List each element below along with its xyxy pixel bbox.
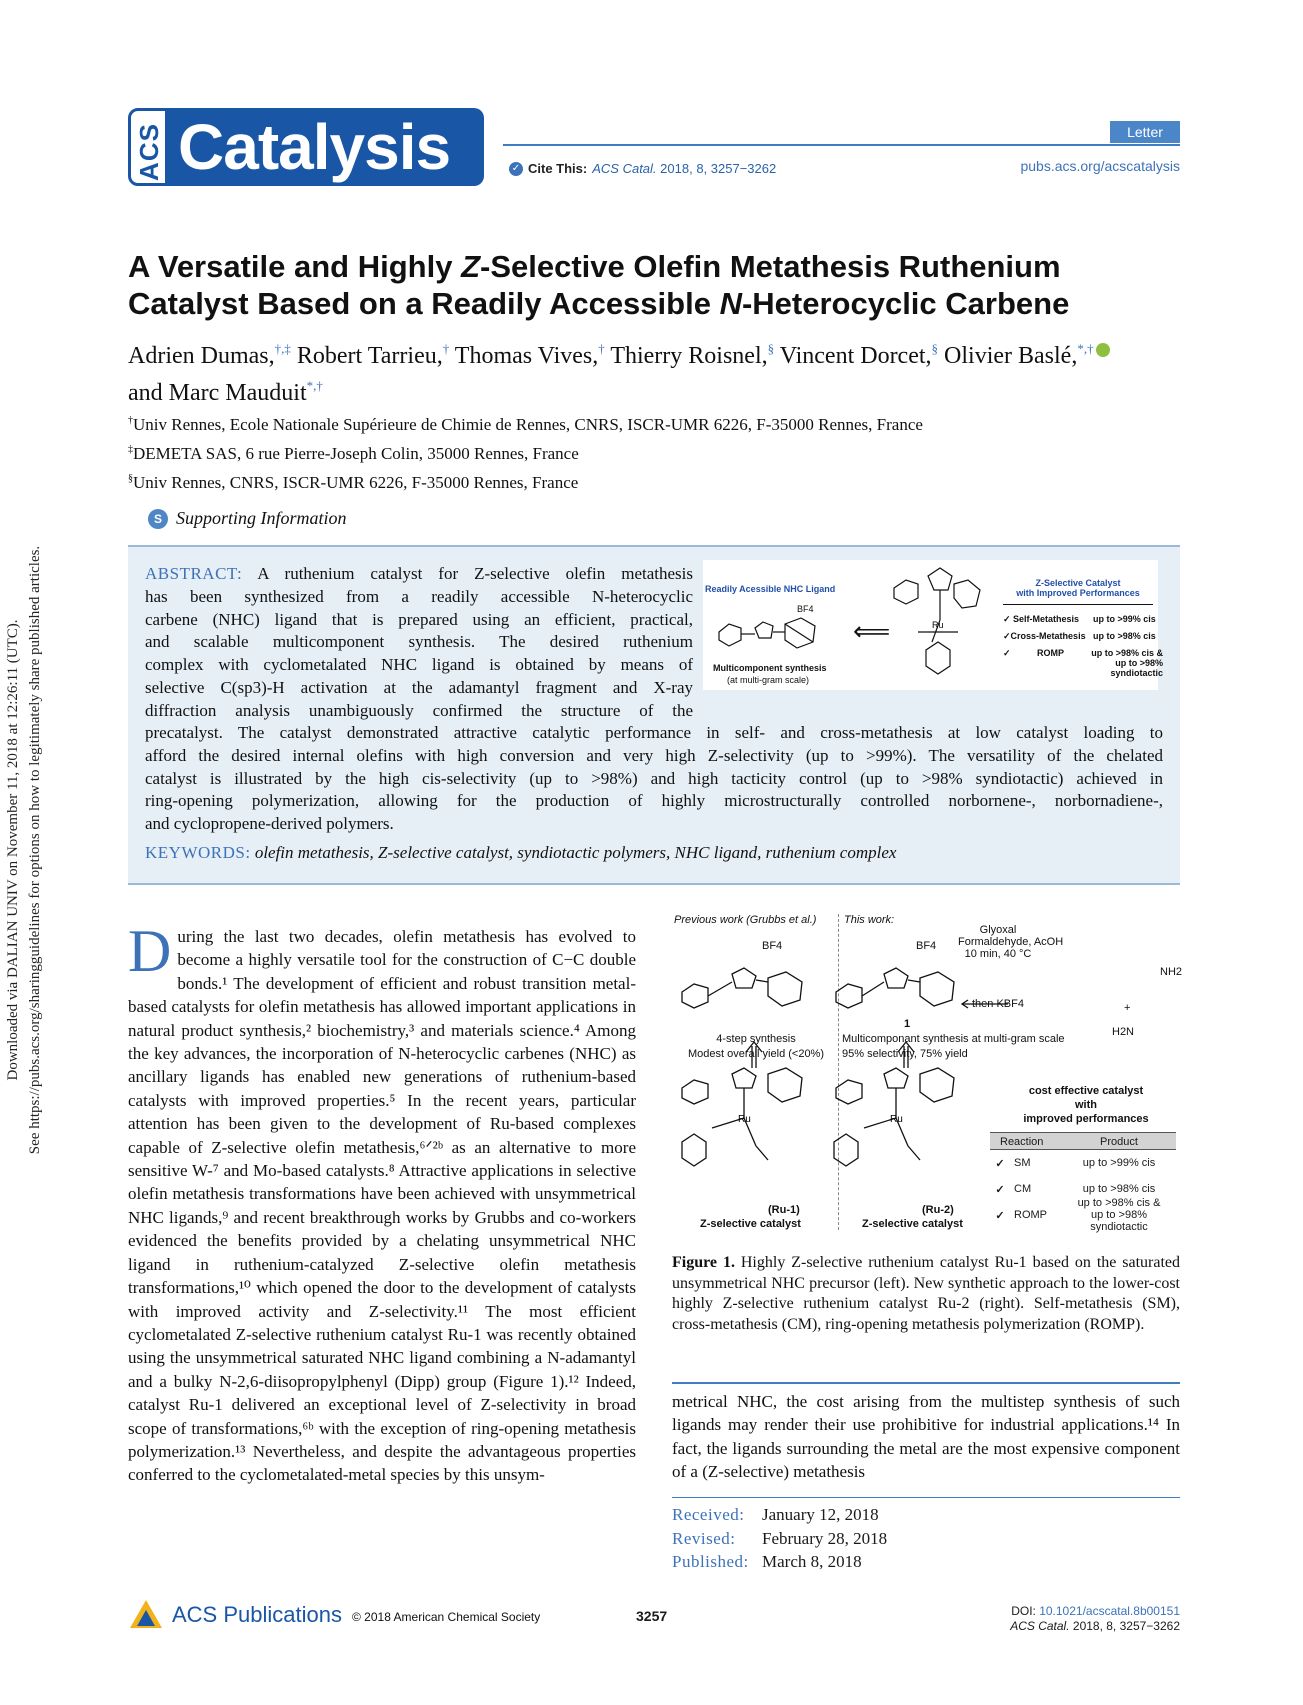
article-dates xyxy=(672,1503,1180,1574)
figure-left-note: 4-step synthesis Modest overall yield (<20%) xyxy=(687,1033,825,1060)
toc-row: ✓ Self-Metathesis xyxy=(1003,614,1080,624)
article-type-badge: Letter xyxy=(1110,121,1180,143)
cite-reference[interactable]: ACS Catal. 2018, 8, 3257−3262 xyxy=(592,161,777,176)
article-title: A Versatile and Highly Z-Selective Olefin Metathesis Ruthenium Catalyst Based on a Readily Accessible N-Heterocyclic Carbene xyxy=(128,249,1070,321)
author[interactable]: Adrien Dumas,†,‡ xyxy=(128,341,291,369)
cite-label: Cite This: xyxy=(528,161,588,176)
author[interactable]: Vincent Dorcet,§ xyxy=(779,341,939,369)
figure-1 xyxy=(672,910,1183,1240)
check-icon: ✓ xyxy=(995,1183,1005,1196)
download-notice-line1: Downloaded via DALIAN UNIV on November 11, 2018 at 12:26:11 (UTC). xyxy=(5,619,21,1081)
toc-left-sub2: (at multi-gram scale) xyxy=(727,675,810,685)
svg-text:Ru: Ru xyxy=(890,1114,903,1125)
author-list xyxy=(128,334,1188,408)
figure-compound-1: 1 xyxy=(904,1018,911,1030)
figure-prev-label: Previous work (Grubbs et al.) xyxy=(674,914,817,926)
figure-right-note: Multicomponant synthesis at multi-gram scale 95% selectivity, 75% yield xyxy=(842,1033,1065,1060)
figure-plus: + xyxy=(1124,1002,1131,1014)
footer-citation: DOI: 10.1021/acscatal.8b00151 ACS Catal. 2018, 8, 3257−3262 xyxy=(1010,1604,1180,1633)
toc-row-value: up to >99% cis xyxy=(1093,614,1156,624)
abstract-text-narrow: ABSTRACT: A ruthenium catalyst for Z-selective olefin metathesis has been synthesized from a readily accessible N-heterocyclic carbene (NHC) ligand that is prepared using an efficient, practical, and scalable multicomponent synthesis. The desired ruthenium complex with cyclometalated NHC ligand is obtained by means of selective C(sp3)-H activation at the adamantyl fragment and X-ray diffraction analysis unambiguously confirmed the structure of the xyxy=(145,564,693,720)
date-row: Received: January 12, 2018 xyxy=(672,1505,879,1524)
author[interactable]: Thomas Vives,† xyxy=(454,341,605,369)
figure-reagents-then: then KBF4 xyxy=(972,998,1024,1010)
download-notice-line2: See https://pubs.acs.org/sharingguidelines for options on how to legitimately share published articles. xyxy=(27,545,43,1155)
check-icon: ✓ xyxy=(995,1157,1005,1170)
figure-counterion-right: BF4 xyxy=(916,940,937,952)
caption-label: Figure 1. xyxy=(672,1254,735,1271)
cite-this-line[interactable] xyxy=(509,161,776,176)
affiliation: ‡DEMETA SAS, 6 rue Pierre-Joseph Colin, 35000 Rennes, France xyxy=(128,444,579,463)
figure-caption xyxy=(672,1253,1180,1335)
toc-graphic xyxy=(703,560,1163,690)
body-left-text: uring the last two decades, olefin metathesis has evolved to become a highly versatile tool for the construction of C−C double bonds.¹ The development of efficient and robust transition metal-based catalysts for olefin metathesis has allowed important applications in natural product synthesis,² biochemistry,³ and materials science.⁴ Among the key advances, the incorporation of N-heterocyclic carbenes (NHC) as ancillary ligands has enabled new generations of ruthenium-based catalysts with improved properties.⁵ In the recent years, particular attention has been given to the development of Ru-based complexes capable of Z-selective olefin metathesis,⁶ᐟ²ᵇ as an alternative to more sensitive W-⁷ and Mo-based catalysts.⁸ Attractive applications in selective olefin metathesis transformations have been achieved with unsymmetrical NHC ligands,⁹ and recent breakthrough works by Grubbs and co-workers evidenced the benefits provided by a chelating unsymmetrical NHC ligand in ruthenium-catalyzed Z-selective olefin metathesis transformations,¹⁰ which opened the door to the development of catalysts with improved activity and Z-selectivity.¹¹ The most efficient cyclometalated Z-selective ruthenium catalyst Ru-1 was recently obtained using the unsymmetrical saturated NHC ligand combining a N-adamantyl and a bulky N-2,6-diisopropylphenyl (Dipp) group (Figure 1).¹² Indeed, catalyst Ru-1 delivered an exceptional level of Z-selectivity in broad scope of transformations,⁶ᵇ with the exception of ring-opening metathesis polymerization.¹³ Nevertheless, and despite the advantageous properties conferred to the cyclometalated-metal species by this unsym- xyxy=(128,927,636,1485)
table-header: Reaction Product xyxy=(990,1132,1176,1150)
author[interactable]: Robert Tarrieu,† xyxy=(296,341,450,369)
figure-structures xyxy=(672,950,1022,1190)
doi-link[interactable]: 10.1021/acscatal.8b00151 xyxy=(1039,1604,1180,1618)
toc-row-value: up to >98% cis xyxy=(1093,631,1156,641)
figure-ru1-label: (Ru-1) xyxy=(768,1204,800,1216)
body-left-column xyxy=(128,918,636,1487)
toc-row: ✓ ROMP xyxy=(1003,648,1065,658)
toc-arrow: ⟸ xyxy=(853,616,891,646)
toc-row: ✓Cross-Metathesis xyxy=(1003,631,1086,641)
affiliation: §Univ Rennes, CNRS, ISCR-UMR 6226, F-35000 Rennes, France xyxy=(128,473,579,492)
toc-left-sub1: Multicomponent synthesis xyxy=(713,663,827,673)
page-number: 3257 xyxy=(636,1608,668,1624)
toc-catalyst-structure xyxy=(888,562,983,688)
journal-logo xyxy=(128,108,484,186)
keywords xyxy=(145,843,896,863)
check-icon: ✓ xyxy=(995,1209,1005,1222)
toc-ligand-structure xyxy=(711,610,831,656)
date-row: Revised: February 28, 2018 xyxy=(672,1528,888,1548)
figure-reagents: Glyoxal Formaldehyde, AcOH 10 min, 40 °C xyxy=(958,924,1064,960)
figure-zcat-left: Z-selective catalyst xyxy=(700,1218,801,1230)
download-notice xyxy=(2,520,52,1180)
keywords-label: KEYWORDS: xyxy=(145,843,251,862)
journal-url-link[interactable]: pubs.acs.org/acscatalysis xyxy=(1020,158,1180,174)
toc-counterion: BF4 xyxy=(797,604,814,614)
supporting-information-link[interactable] xyxy=(148,508,347,529)
figure-this-label: This work: xyxy=(844,914,895,926)
toc-row-value: up to >98% cis & up to >98% syndiotactic xyxy=(1091,648,1163,678)
acs-publications-logo[interactable] xyxy=(128,1598,342,1632)
date-row: Published: March 8, 2018 xyxy=(672,1552,862,1571)
acs-publications-brand: ACS Publications xyxy=(172,1602,342,1627)
dates-divider xyxy=(672,1497,1180,1498)
figure-cost-note: cost effective catalyst with improved performances xyxy=(1023,1085,1149,1125)
affiliation: †Univ Rennes, Ecole Nationale Supérieure de Chimie de Rennes, CNRS, ISCR-UMR 6226, F-35000 Rennes, France xyxy=(128,415,923,434)
supporting-info-icon: S xyxy=(148,509,168,529)
drop-cap: D xyxy=(128,918,172,984)
svg-text:Ru: Ru xyxy=(932,620,944,630)
table-row: ✓ CM up to >98% cis xyxy=(990,1176,1176,1202)
author[interactable]: and Marc Mauduit*,† xyxy=(128,378,323,406)
acs-logo-mark: ACS xyxy=(128,108,168,186)
header-divider xyxy=(503,144,1180,146)
copyright: © 2018 American Chemical Society xyxy=(352,1610,541,1624)
acs-logo-icon xyxy=(128,1598,164,1632)
toc-right-divider xyxy=(1003,604,1153,605)
toc-left-title: Readily Acessible NHC Ligand xyxy=(705,584,836,594)
caption-text: Highly Z-selective ruthenium catalyst Ru-1 based on the saturated unsymmetrical NHC precursor (left). New synthetic approach to the lower-cost highly Z-selective ruthenium catalyst Ru-2 (right). Self-metathesis (SM), cross-metathesis (CM), ring-opening metathesis polymerization (ROMP). xyxy=(672,1254,1181,1333)
journal-logo-word: Catalysis xyxy=(168,108,484,186)
keywords-text: olefin metathesis, Z-selective catalyst, syndiotactic polymers, NHC ligand, ruthenium complex xyxy=(254,843,897,862)
svg-text:Ru: Ru xyxy=(738,1114,751,1125)
figure-counterion-left: BF4 xyxy=(762,940,783,952)
orcid-icon[interactable] xyxy=(1096,343,1110,357)
author[interactable]: Thierry Roisnel,§ xyxy=(610,341,775,369)
check-icon: ✓ xyxy=(509,162,523,176)
figure-ru2-label: (Ru-2) xyxy=(922,1204,954,1216)
table-row: ✓ ROMP up to >98% cis & up to >98% syndiotactic xyxy=(990,1202,1176,1228)
author[interactable]: Olivier Baslé,*,† xyxy=(944,343,1110,369)
figure-zcat-right: Z-selective catalyst xyxy=(862,1218,963,1230)
supporting-info-label: Supporting Information xyxy=(176,508,347,528)
table-row: ✓ SM up to >99% cis xyxy=(990,1150,1176,1176)
figure-performance-table xyxy=(990,1132,1176,1233)
body-right-column: metrical NHC, the cost arising from the multistep synthesis of such ligands may render their use prohibitive for industrial applications.¹⁴ In fact, the ligands surrounding the metal are the most expensive component of a (Z-selective) metathesis xyxy=(672,1392,1180,1482)
figure-h2n: H2N xyxy=(1112,1026,1135,1038)
figure-nh2: NH2 xyxy=(1160,966,1183,978)
abstract-text-wide: precatalyst. The catalyst demonstrated attractive catalytic performance in self- and cross-metathesis at low catalyst loading to afford the desired internal olefins with high conversion and very high Z-selectivity (up to >99%). The versatility of the chelated catalyst is illustrated by the high cis-selectivity (up to >98%) and high tacticity control (up to >98% syndiotactic) achieved in ring-opening polymerization, allowing for the production of highly microstructurally controlled norbornene-, norbornadiene-, and cyclopropene-derived polymers. xyxy=(145,723,1163,834)
toc-right-title: Z-Selective Catalyst with Improved Performances xyxy=(1016,578,1140,598)
caption-divider xyxy=(672,1382,1180,1384)
